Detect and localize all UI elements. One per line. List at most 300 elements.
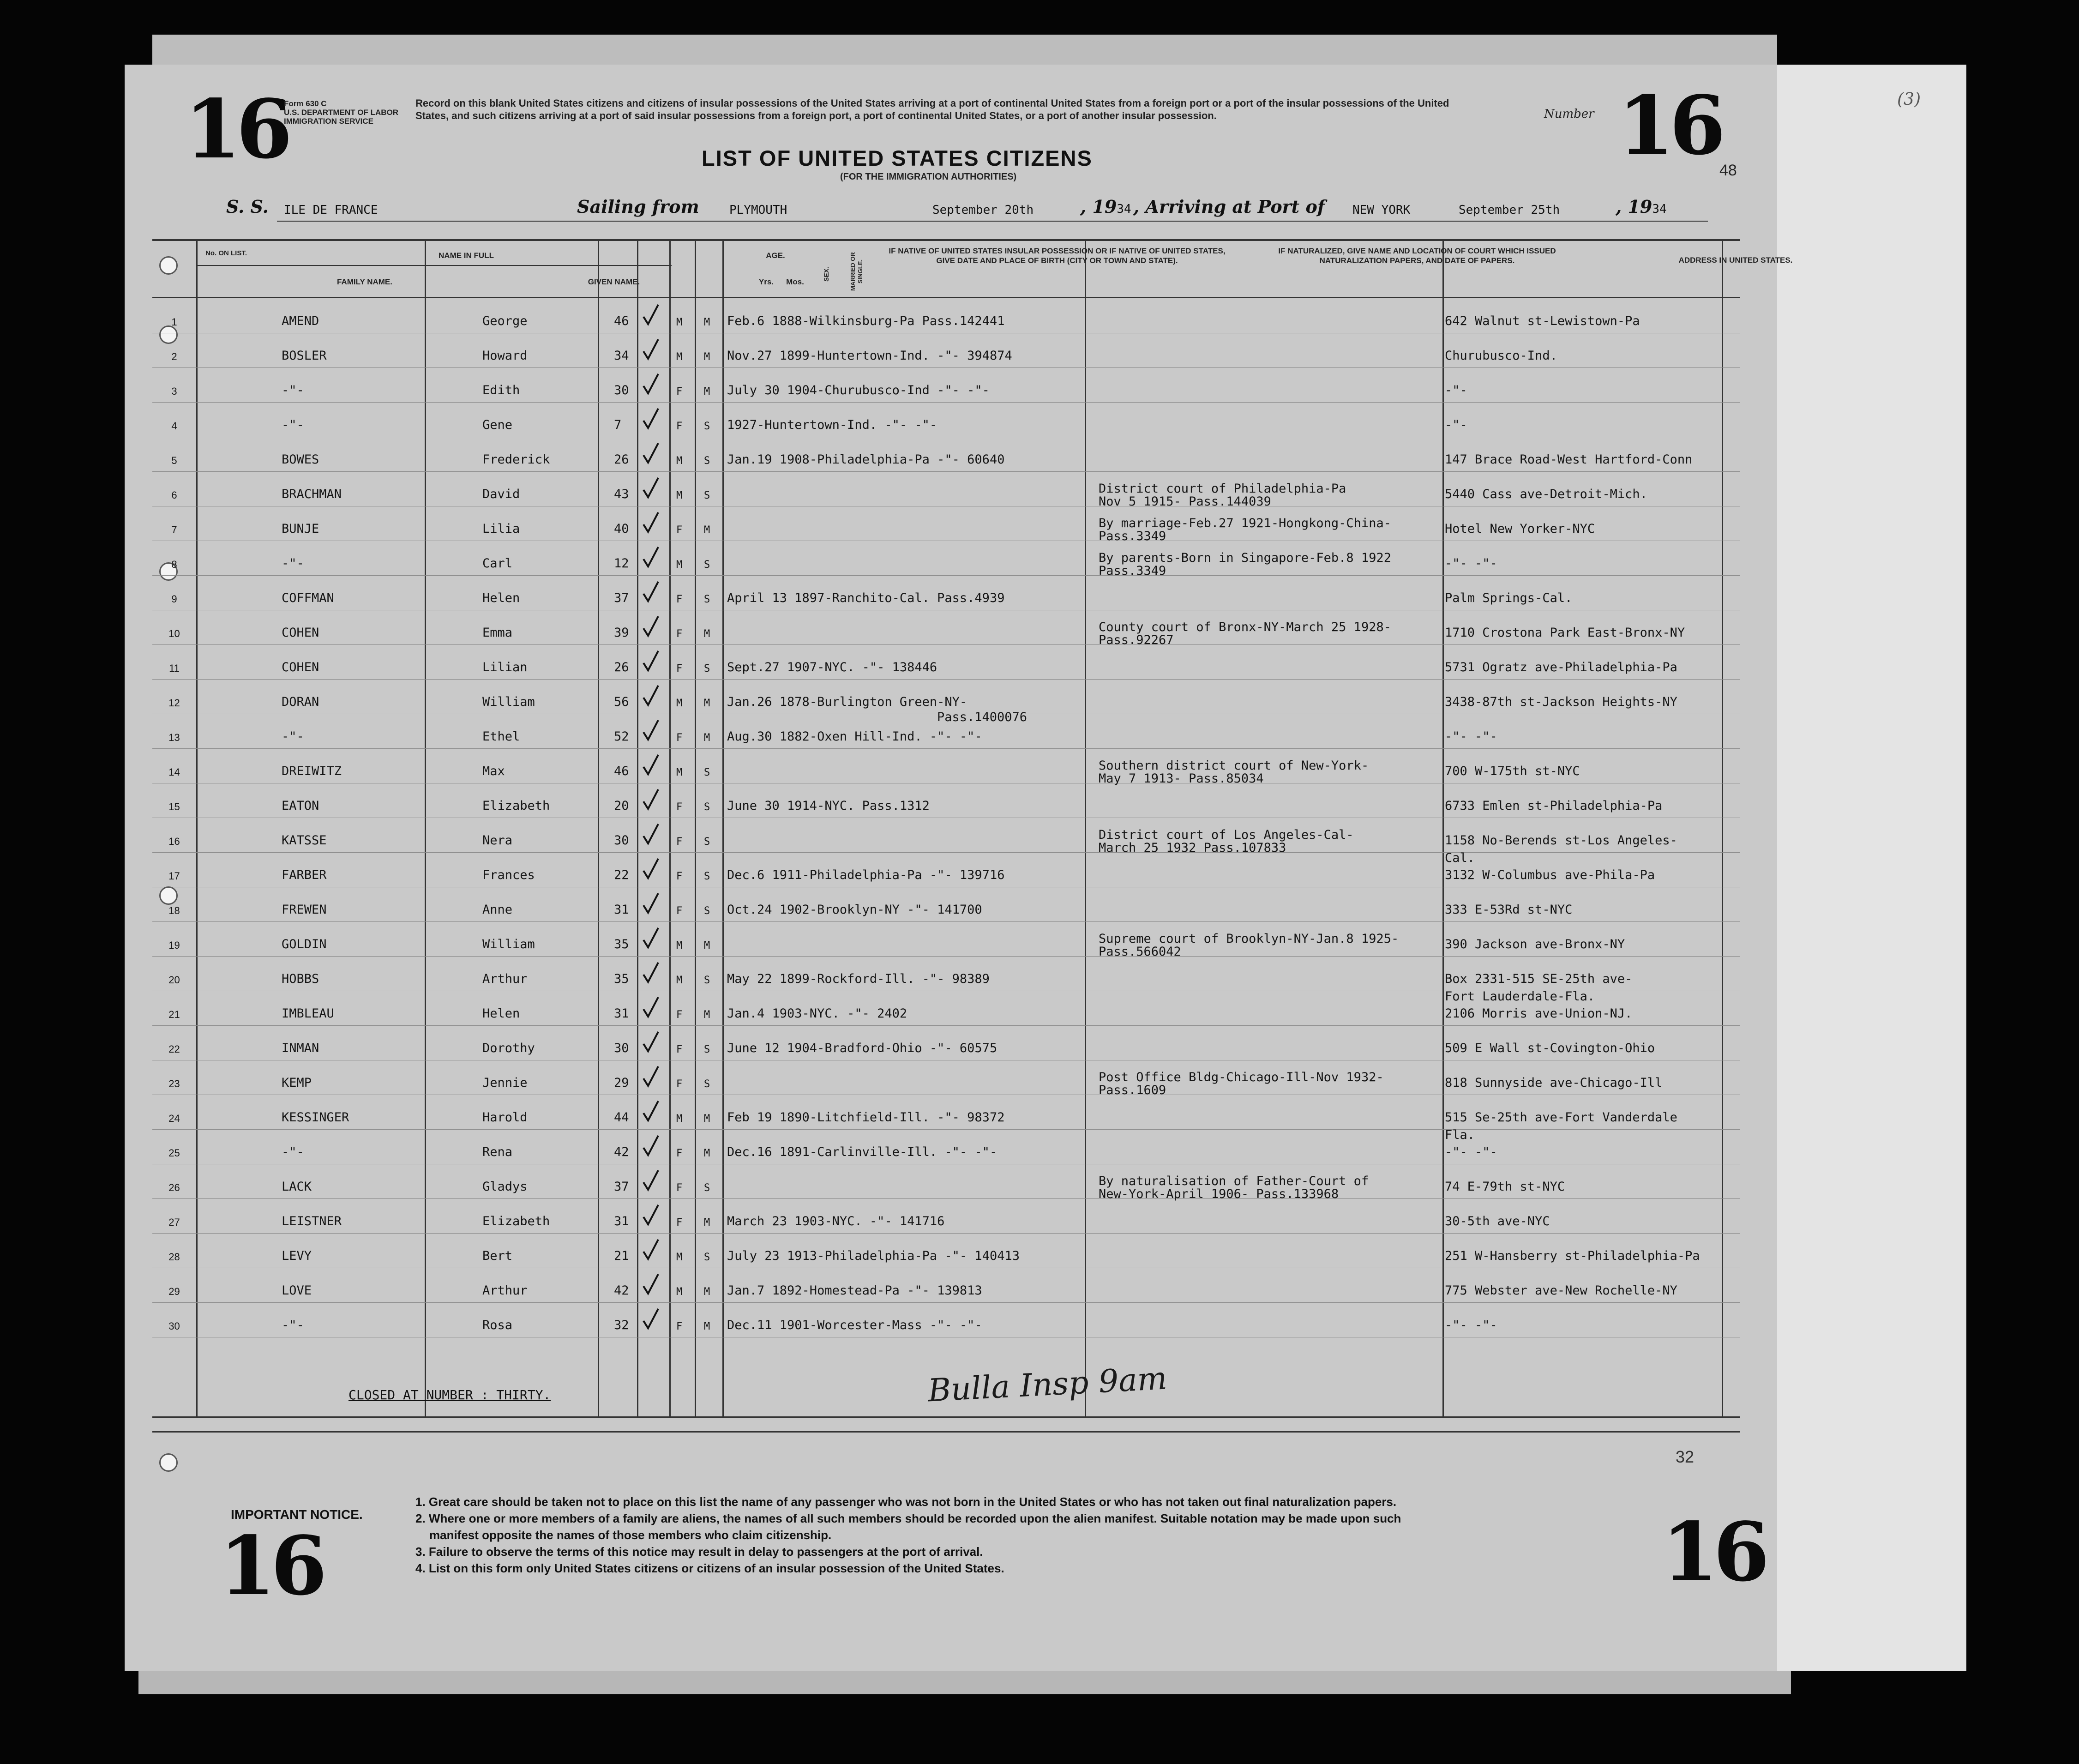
checkmark-icon: [642, 1307, 660, 1332]
row-number: 30: [168, 1320, 180, 1332]
sex-value: F: [676, 594, 683, 605]
col-header-mos: Mos.: [786, 277, 804, 286]
us-address: 775 Webster ave-New Rochelle-NY: [1445, 1283, 1677, 1298]
col-header-no: No. ON LIST.: [205, 249, 247, 257]
age-years: 46: [614, 764, 629, 778]
checkmark-icon: [642, 1238, 660, 1263]
table-row: [152, 1268, 1740, 1303]
given-name: Nera: [482, 833, 513, 848]
us-address-line-2: Cal.: [1445, 851, 1475, 865]
naturalization-date: May 7 1913- Pass.85034: [1099, 771, 1264, 786]
sex-value: F: [676, 386, 683, 397]
table-row: [152, 887, 1740, 922]
col-header-married: MARRIED OR SINGLE.: [849, 252, 864, 291]
table-row: [152, 541, 1740, 576]
us-address: Box 2331-515 SE-25th ave-: [1445, 972, 1633, 986]
checkmark-icon: [642, 995, 660, 1021]
ship-line-rule: [277, 221, 1708, 222]
marital-status: S: [704, 455, 710, 467]
year-prefix: 19: [1092, 196, 1117, 217]
row-number: 15: [168, 801, 180, 813]
sex-value: F: [676, 1078, 683, 1090]
given-name: Ethel: [482, 729, 520, 744]
row-number: 11: [169, 662, 180, 674]
given-name: Emma: [482, 626, 513, 640]
table-row: [152, 1164, 1740, 1199]
ship-line: [226, 196, 269, 217]
us-address: 30-5th ave-NYC: [1445, 1214, 1550, 1228]
family-name: BRACHMAN: [282, 487, 342, 501]
age-years: 39: [614, 626, 629, 640]
family-name: FREWEN: [282, 903, 327, 917]
checkmark-icon: [642, 476, 660, 501]
us-address: 818 Sunnyside ave-Chicago-Ill: [1445, 1076, 1663, 1090]
table-row: [152, 471, 1740, 509]
marital-status: S: [704, 1252, 710, 1263]
birth-info: Dec.16 1891-Carlinville-Ill. -"- -"-: [727, 1145, 997, 1159]
birth-info: Jan.26 1878-Burlington Green-NY-: [727, 695, 967, 709]
col-header-age: AGE.: [766, 251, 785, 260]
birth-info: June 12 1904-Bradford-Ohio -"- 60575: [727, 1041, 997, 1055]
naturalization-court: By parents-Born in Singapore-Feb.8 1922: [1099, 551, 1391, 565]
table-row: [152, 991, 1740, 1026]
table-row: [152, 852, 1740, 887]
us-address-line-2: Fla.: [1445, 1128, 1475, 1142]
row-number: 2: [171, 351, 177, 362]
marital-status: S: [704, 1182, 710, 1194]
family-name: KEMP: [282, 1076, 312, 1090]
us-address: 5731 Ogratz ave-Philadelphia-Pa: [1445, 660, 1677, 674]
arrival-year-value: 34: [1652, 202, 1667, 216]
number-label: Number: [1544, 107, 1594, 121]
notice-item-2-cont: manifest opposite the names of those members who claim citizenship.: [429, 1528, 832, 1542]
top-right-number: 16: [1618, 78, 1721, 173]
family-name: AMEND: [282, 314, 319, 328]
us-address: 509 E Wall st-Covington-Ohio: [1445, 1041, 1655, 1055]
checkmark-icon: [642, 1065, 660, 1090]
birth-info: June 30 1914-NYC. Pass.1312: [727, 799, 930, 813]
table-top-rule: [152, 239, 1740, 241]
family-name: DORAN: [282, 695, 319, 709]
sailing-label: Sailing from: [577, 196, 699, 217]
notice-item-4: 4. List on this form only United States citizens or citizens of an insular possession of the United States.: [415, 1561, 1004, 1575]
table-row: [152, 644, 1740, 680]
us-address: Palm Springs-Cal.: [1445, 591, 1573, 605]
us-address: -"-: [1445, 418, 1467, 432]
given-name: Carl: [482, 556, 513, 571]
marital-status: M: [704, 628, 710, 640]
page-count-mark: 32: [1676, 1447, 1694, 1466]
birth-info: July 23 1913-Philadelphia-Pa -"- 140413: [727, 1249, 1020, 1263]
us-address: 1158 No-Berends st-Los Angeles-: [1445, 833, 1677, 848]
age-years: 12: [614, 556, 629, 571]
checkmark-icon: [642, 337, 660, 363]
sex-value: F: [676, 1321, 683, 1332]
marital-status: S: [704, 490, 710, 501]
col-header-address: ADDRESS IN UNITED STATES.: [1678, 256, 1793, 265]
age-years: 37: [614, 1180, 629, 1194]
birth-info: Dec.11 1901-Worcester-Mass -"- -"-: [727, 1318, 982, 1332]
checkmark-icon: [642, 1272, 660, 1298]
given-name: Frederick: [482, 452, 550, 467]
row-number: 29: [168, 1286, 180, 1297]
sex-value: M: [676, 1286, 683, 1298]
sex-value: M: [676, 767, 683, 778]
checkmark-icon: [642, 545, 660, 571]
family-name: BOSLER: [282, 349, 327, 363]
checkmark-icon: [642, 1203, 660, 1228]
given-name: Helen: [482, 591, 520, 605]
checkmark-icon: [642, 926, 660, 951]
table-row: [152, 1025, 1740, 1060]
age-years: 34: [614, 349, 629, 363]
table-row: [152, 679, 1740, 714]
age-years: 30: [614, 1041, 629, 1055]
birth-info: March 23 1903-NYC. -"- 141716: [727, 1214, 945, 1228]
row-number: 10: [168, 628, 180, 639]
table-row: [152, 1198, 1740, 1234]
given-name: Elizabeth: [482, 799, 550, 813]
family-name: IMBLEAU: [282, 1006, 334, 1021]
age-years: 30: [614, 833, 629, 848]
birth-info: Oct.24 1902-Brooklyn-NY -"- 141700: [727, 903, 982, 917]
birth-info: May 22 1899-Rockford-Ill. -"- 98389: [727, 972, 990, 986]
given-name: David: [482, 487, 520, 501]
given-name: William: [482, 937, 535, 951]
table-row: [152, 748, 1740, 786]
marital-status: M: [704, 1113, 710, 1125]
family-name: FARBER: [282, 868, 327, 882]
family-name: -"-: [282, 1318, 304, 1332]
age-years: 21: [614, 1249, 629, 1263]
age-years: 22: [614, 868, 629, 882]
marital-status: M: [704, 1286, 710, 1298]
family-name: COFFMAN: [282, 591, 334, 605]
family-name: -"-: [282, 729, 304, 744]
marital-status: M: [704, 386, 710, 397]
col-header-native: IF NATIVE OF UNITED STATES INSULAR POSSESSION OR IF NATIVE OF UNITED STATES, GIVE DATE AND PLACE OF BIRTH (CITY OR TOWN AND STATE).: [889, 247, 1226, 265]
birth-info: April 13 1897-Ranchito-Cal. Pass.4939: [727, 591, 1005, 605]
birth-info: Jan.7 1892-Homestead-Pa -"- 139813: [727, 1283, 982, 1298]
sex-value: F: [676, 1009, 683, 1021]
manifest-table: [152, 239, 1793, 1416]
row-number: 4: [171, 420, 177, 432]
sex-value: F: [676, 663, 683, 674]
family-name: LOVE: [282, 1283, 312, 1298]
sex-value: M: [676, 1252, 683, 1263]
bottom-right-number: 16: [1662, 1505, 1765, 1600]
row-number: 26: [168, 1182, 180, 1193]
us-address: 333 E-53Rd st-NYC: [1445, 903, 1573, 917]
age-years: 44: [614, 1110, 629, 1125]
family-name: DREIWITZ: [282, 764, 342, 778]
given-name: Howard: [482, 349, 528, 363]
age-years: 52: [614, 729, 629, 744]
table-row: [152, 333, 1740, 368]
age-years: 26: [614, 660, 629, 674]
given-name: William: [482, 695, 535, 709]
birth-info: Jan.19 1908-Philadelphia-Pa -"- 60640: [727, 452, 1005, 467]
sex-value: F: [676, 871, 683, 882]
age-years: 29: [614, 1076, 629, 1090]
birth-info: Feb.6 1888-Wilkinsburg-Pa Pass.142441: [727, 314, 1005, 328]
row-number: 28: [168, 1251, 180, 1263]
birth-info: Aug.30 1882-Oxen Hill-Ind. -"- -"-: [727, 729, 982, 744]
family-name: KATSSE: [282, 833, 327, 848]
family-name: BOWES: [282, 452, 319, 467]
us-address: 700 W-175th st-NYC: [1445, 764, 1580, 778]
row-number: 8: [171, 559, 177, 570]
age-years: 20: [614, 799, 629, 813]
us-address: 74 E-79th st-NYC: [1445, 1180, 1565, 1194]
sex-value: F: [676, 1217, 683, 1228]
table-rows: [152, 298, 1740, 1337]
age-years: 31: [614, 903, 629, 917]
naturalization-court: County court of Bronx-NY-March 25 1928-: [1099, 620, 1391, 634]
birth-info: Dec.6 1911-Philadelphia-Pa -"- 139716: [727, 868, 1005, 882]
form-number: Form 630 C: [284, 99, 327, 108]
marital-status: S: [704, 663, 710, 674]
age-years: 40: [614, 522, 629, 536]
naturalization-court: Southern district court of New-York-: [1099, 759, 1369, 773]
checkmark-icon: [642, 614, 660, 640]
naturalization-date: Pass.1609: [1099, 1083, 1166, 1097]
marital-status: S: [704, 836, 710, 848]
marital-status: M: [704, 940, 710, 951]
given-name: Edith: [482, 383, 520, 397]
page-title: LIST OF UNITED STATES CITIZENS: [702, 146, 1093, 170]
sex-value: M: [676, 698, 683, 709]
ss-label: S. S.: [226, 196, 269, 217]
age-years: 31: [614, 1214, 629, 1228]
us-address: -"- -"-: [1445, 1145, 1497, 1159]
age-years: 32: [614, 1318, 629, 1332]
table-row: [152, 298, 1740, 333]
us-address: 5440 Cass ave-Detroit-Mich.: [1445, 487, 1647, 501]
age-years: 30: [614, 383, 629, 397]
marital-status: S: [704, 559, 710, 571]
col-header-yrs: Yrs.: [758, 277, 774, 286]
given-name: Gene: [482, 418, 513, 432]
given-name: Rena: [482, 1145, 513, 1159]
naturalization-court: Post Office Bldg-Chicago-Ill-Nov 1932-: [1099, 1070, 1384, 1084]
col-header-naturalized: IF NATURALIZED, GIVE NAME AND LOCATION OF COURT WHICH ISSUED NATURALIZATION PAPERS, AND DATE OF PAPERS.: [1278, 247, 1556, 265]
family-name: KESSINGER: [282, 1110, 349, 1125]
family-name: INMAN: [282, 1041, 319, 1055]
checkmark-icon: [642, 891, 660, 917]
birth-info: Jan.4 1903-NYC. -"- 2402: [727, 1006, 907, 1021]
given-name: Arthur: [482, 972, 528, 986]
given-name: Max: [482, 764, 505, 778]
row-number: 23: [168, 1078, 180, 1090]
family-name: BUNJE: [282, 522, 319, 536]
us-address: 3132 W-Columbus ave-Phila-Pa: [1445, 868, 1655, 882]
service-label: IMMIGRATION SERVICE: [284, 117, 373, 126]
arrival-year-prefix: 19: [1628, 196, 1652, 217]
inspector-signature: Bulla Insp 9am: [927, 1360, 1168, 1409]
age-years: 26: [614, 452, 629, 467]
family-name: COHEN: [282, 660, 319, 674]
marital-status: S: [704, 801, 710, 813]
arriving-label: , Arriving at Port of: [1133, 196, 1325, 217]
col-header-family-name: FAMILY NAME.: [337, 277, 392, 286]
row-number: 21: [168, 1009, 180, 1020]
naturalization-date: Pass.3349: [1099, 564, 1166, 578]
sex-value: F: [676, 524, 683, 536]
sex-value: M: [676, 351, 683, 363]
given-name: Frances: [482, 868, 535, 882]
checkmark-icon: [642, 857, 660, 882]
marital-status: M: [704, 524, 710, 536]
birth-info: July 30 1904-Churubusco-Ind -"- -"-: [727, 383, 990, 397]
table-row: [152, 921, 1740, 957]
naturalization-date: Nov 5 1915- Pass.144039: [1099, 494, 1271, 509]
given-name: Jennie: [482, 1076, 528, 1090]
given-name: George: [482, 314, 528, 328]
sex-value: F: [676, 801, 683, 813]
marital-status: S: [704, 905, 710, 917]
given-name: Lilia: [482, 522, 520, 536]
birth-info: Nov.27 1899-Huntertown-Ind. -"- 394874: [727, 349, 1012, 363]
marital-status: S: [704, 421, 710, 432]
sex-value: M: [676, 1113, 683, 1125]
row-number: 27: [168, 1216, 180, 1228]
table-row: [152, 710, 1740, 749]
age-years: 43: [614, 487, 629, 501]
given-name: Elizabeth: [482, 1214, 550, 1228]
marital-status: S: [704, 1078, 710, 1090]
sex-value: M: [676, 559, 683, 571]
naturalization-court: By naturalisation of Father-Court of: [1099, 1174, 1369, 1188]
row-number: 9: [171, 593, 177, 605]
passport-number: Pass.1400076: [937, 710, 1027, 724]
checkmark-icon: [642, 684, 660, 709]
checkmark-icon: [642, 1030, 660, 1055]
naturalization-date: Pass.3349: [1099, 529, 1166, 543]
us-address: Hotel New Yorker-NYC: [1445, 522, 1595, 536]
checkmark-icon: [642, 1134, 660, 1159]
row-number: 5: [171, 455, 177, 466]
birth-info: Sept.27 1907-NYC. -"- 138446: [727, 660, 937, 674]
sex-value: F: [676, 732, 683, 744]
department-label: U.S. DEPARTMENT OF LABOR: [284, 108, 399, 117]
table-row: [152, 506, 1740, 541]
notice-item-2: 2. Where one or more members of a family are aliens, the names of all such members should be recorded upon the alien manifest. Suitable notation may be made upon such: [415, 1511, 1401, 1525]
us-address-line-2: Fort Lauderdale-Fla.: [1445, 989, 1595, 1004]
naturalization-court: By marriage-Feb.27 1921-Hongkong-China-: [1099, 516, 1391, 530]
table-row: [152, 402, 1740, 437]
corner-mark: (3): [1897, 90, 1921, 109]
table-row: [152, 367, 1740, 403]
table-bottom-rule: [152, 1416, 1740, 1418]
row-number: 16: [168, 836, 180, 847]
birth-info: Feb 19 1890-Litchfield-Ill. -"- 98372: [727, 1110, 1005, 1125]
row-number: 24: [168, 1113, 180, 1124]
age-years: 37: [614, 591, 629, 605]
top-left-number: 16: [185, 82, 288, 177]
checkmark-icon: [642, 580, 660, 605]
table-row: [152, 437, 1740, 472]
sex-value: M: [676, 455, 683, 467]
given-name: Dorothy: [482, 1041, 535, 1055]
family-name: LEVY: [282, 1249, 312, 1263]
naturalization-date: New-York-April 1906- Pass.133968: [1099, 1187, 1339, 1201]
us-address: 515 Se-25th ave-Fort Vanderdale: [1445, 1110, 1677, 1125]
closed-at-line: CLOSED AT NUMBER : THIRTY.: [349, 1387, 551, 1403]
us-address: Churubusco-Ind.: [1445, 349, 1557, 363]
naturalization-court: District court of Los Angeles-Cal-: [1099, 828, 1354, 842]
sex-value: M: [676, 975, 683, 986]
important-notice-label: IMPORTANT NOTICE.: [231, 1507, 363, 1522]
age-years: 46: [614, 314, 629, 328]
table-row: [152, 1060, 1740, 1095]
naturalization-court: Supreme court of Brooklyn-NY-Jan.8 1925-: [1099, 932, 1399, 946]
given-name: Bert: [482, 1249, 513, 1263]
sailing-from: PLYMOUTH: [729, 203, 787, 217]
us-address: -"- -"-: [1445, 729, 1497, 744]
table-row: [152, 1095, 1740, 1142]
age-years: 42: [614, 1145, 629, 1159]
punch-hole: [159, 1453, 178, 1472]
sex-value: F: [676, 628, 683, 640]
naturalization-court: District court of Philadelphia-Pa: [1099, 482, 1346, 496]
row-number: 18: [168, 905, 180, 916]
family-name: COHEN: [282, 626, 319, 640]
given-name: Harold: [482, 1110, 528, 1125]
naturalization-date: Pass.566042: [1099, 945, 1181, 959]
row-number: 22: [168, 1043, 180, 1055]
col-header-sex: SEX.: [823, 267, 830, 282]
marital-status: S: [704, 975, 710, 986]
age-years: 31: [614, 1006, 629, 1021]
age-years: 35: [614, 937, 629, 951]
age-years: 7: [614, 418, 622, 432]
checkmark-icon: [642, 303, 660, 328]
checkmark-icon: [642, 822, 660, 848]
us-address: -"- -"-: [1445, 1318, 1497, 1332]
row-number: 6: [171, 489, 177, 501]
table-row: [152, 610, 1740, 645]
row-number: 17: [168, 870, 180, 882]
marital-status: M: [704, 1321, 710, 1332]
marital-status: S: [704, 594, 710, 605]
us-address: 642 Walnut st-Lewistown-Pa: [1445, 314, 1640, 328]
marital-status: M: [704, 351, 710, 363]
marital-status: M: [704, 732, 710, 744]
important-notice: [415, 1493, 1754, 1577]
sex-value: M: [676, 490, 683, 501]
age-years: 42: [614, 1283, 629, 1298]
family-name: -"-: [282, 418, 304, 432]
checkmark-icon: [642, 649, 660, 674]
checkmark-icon: [642, 441, 660, 467]
sex-value: F: [676, 421, 683, 432]
given-name: Gladys: [482, 1180, 528, 1194]
checkmark-icon: [642, 1099, 660, 1125]
sex-value: F: [676, 1182, 683, 1194]
ship-name: ILE DE FRANCE: [284, 203, 378, 217]
family-name: EATON: [282, 799, 319, 813]
sex-value: M: [676, 940, 683, 951]
table-row: [152, 1129, 1740, 1164]
us-address: 251 W-Hansberry st-Philadelphia-Pa: [1445, 1249, 1700, 1263]
checkmark-icon: [642, 511, 660, 536]
row-number: 20: [168, 974, 180, 986]
table-row: [152, 1302, 1740, 1337]
page-subtitle: (FOR THE IMMIGRATION AUTHORITIES): [840, 172, 1017, 182]
us-address: 3438-87th st-Jackson Heights-NY: [1445, 695, 1677, 709]
arrival-port: NEW YORK: [1352, 203, 1411, 217]
